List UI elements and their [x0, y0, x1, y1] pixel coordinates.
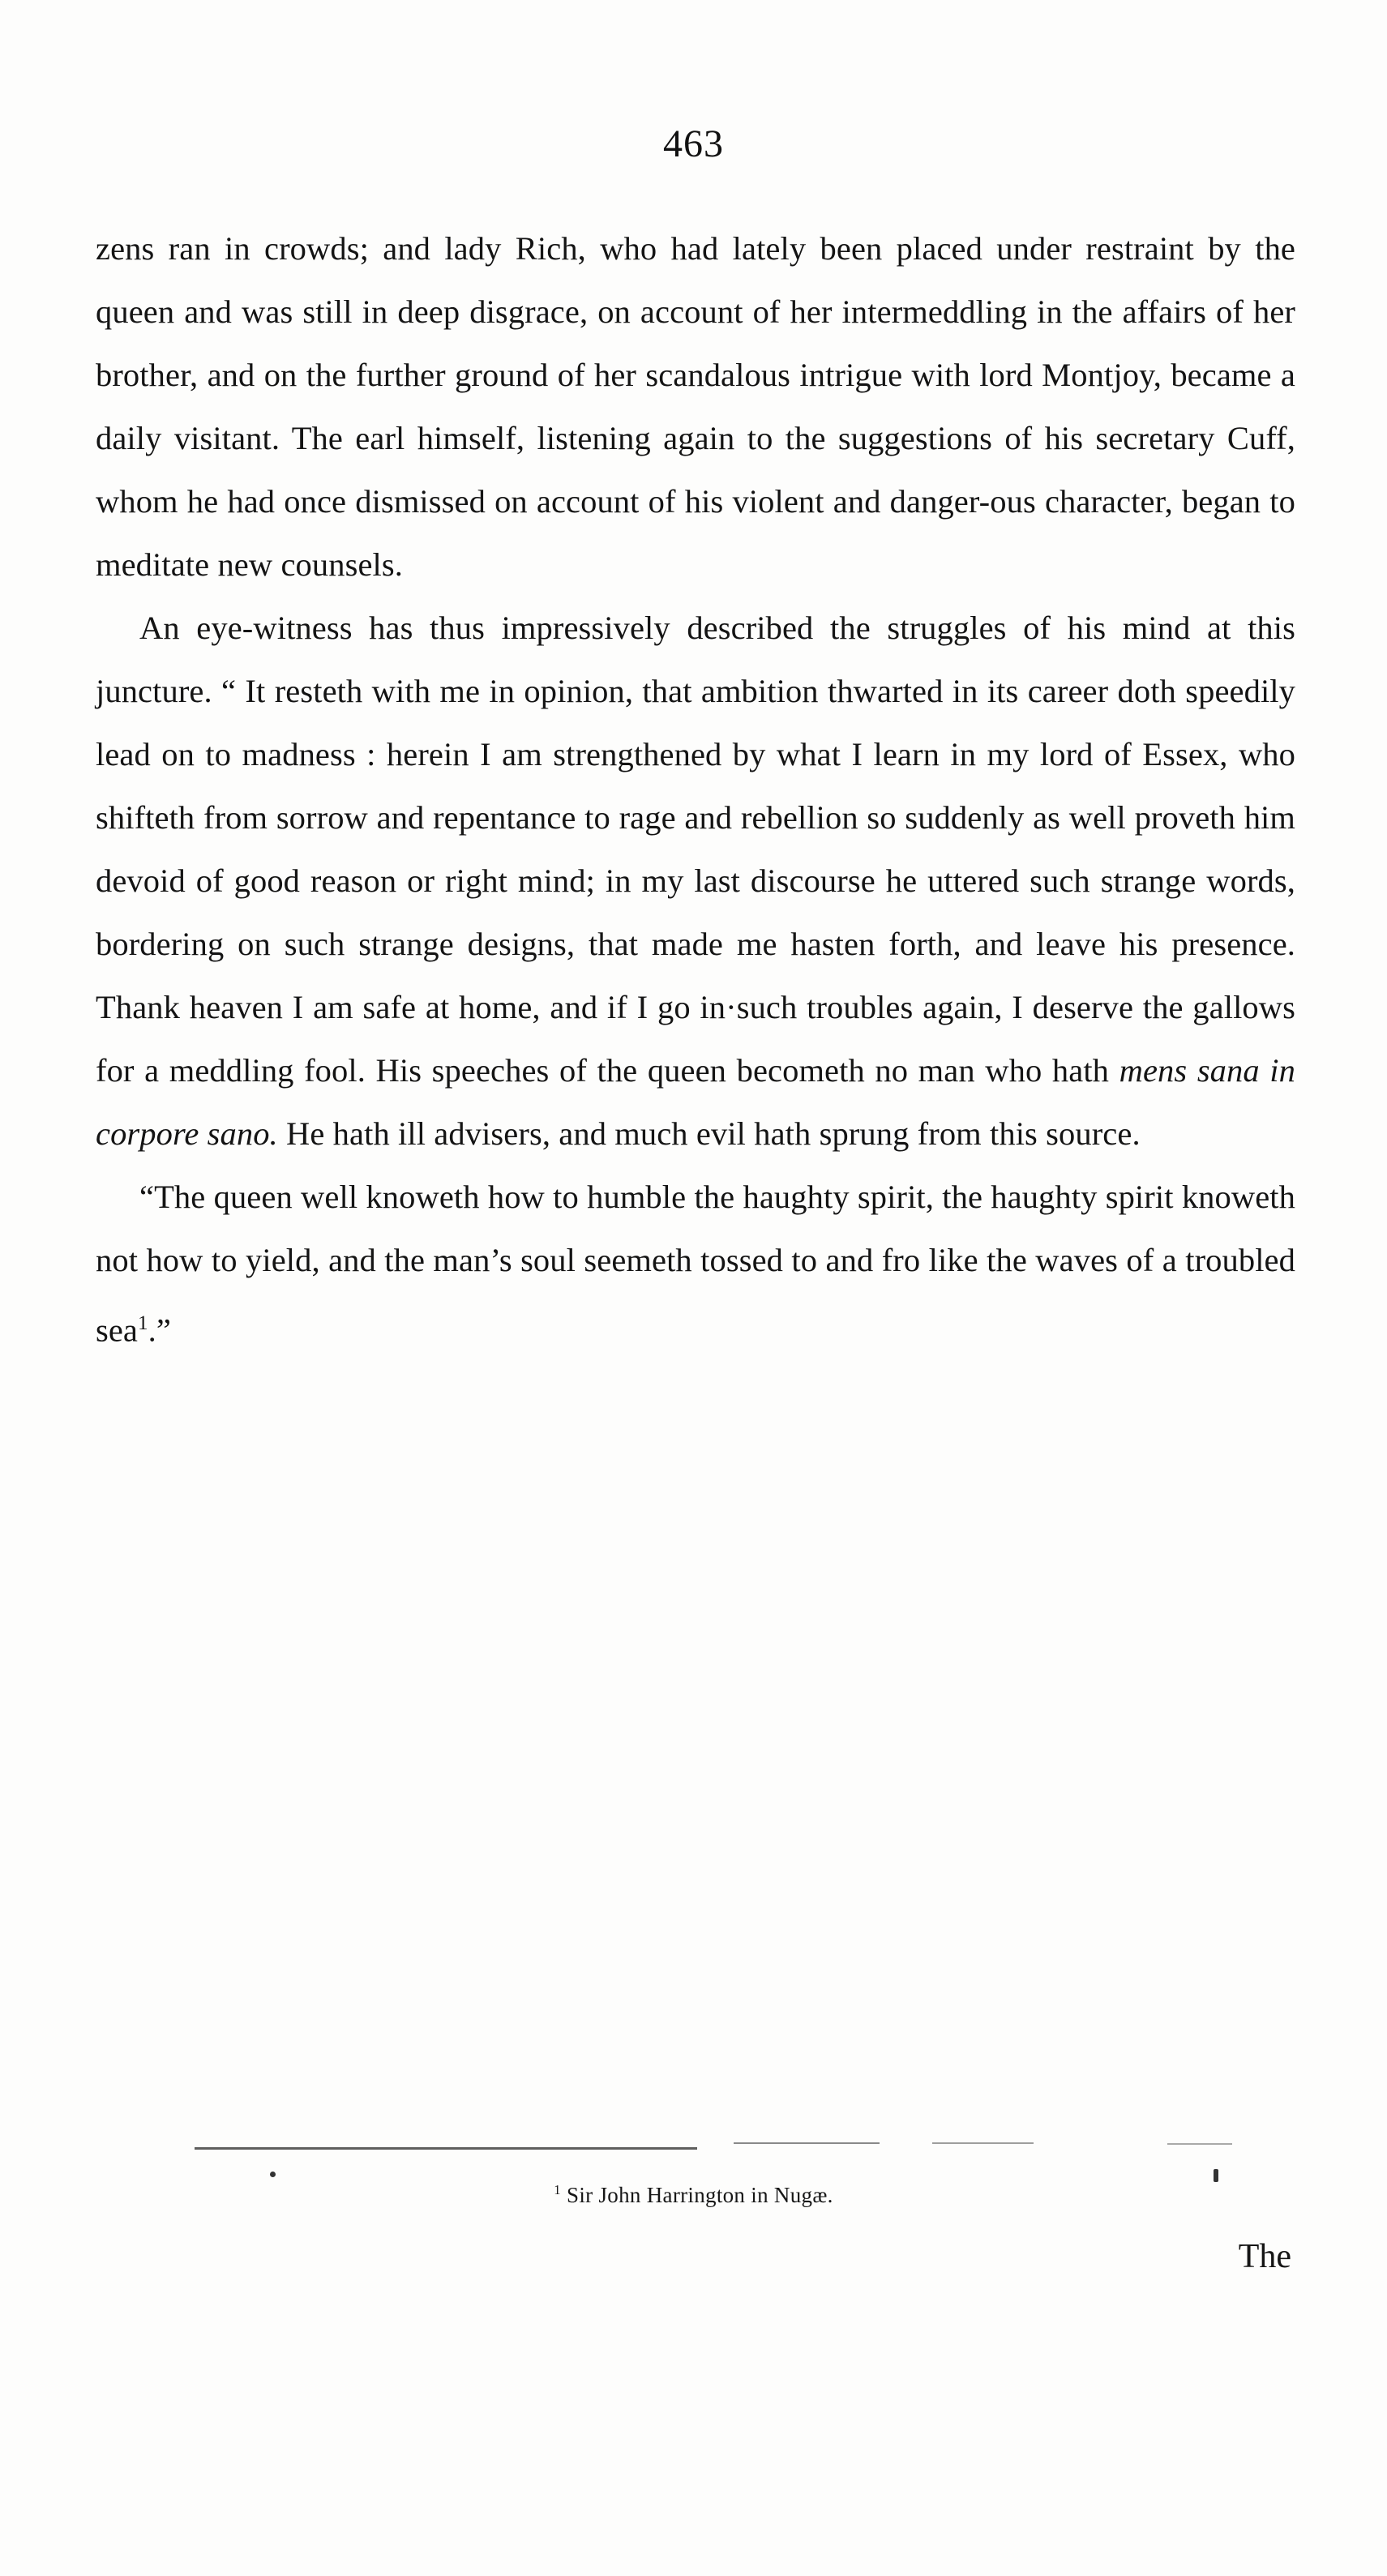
paragraph-queen-text: “The queen well knoweth how to humble the haughty spirit, the haughty spirit knoweth not how to yield, and the man’s soul seemeth tossed to and fro like the waves of a troubled sea	[96, 1179, 1295, 1349]
paragraph-eyewitness	[96, 597, 1295, 1166]
footnote-marker: 1	[554, 2182, 561, 2197]
footnote-separator-rule-segment-2	[734, 2142, 880, 2144]
paragraph-eyewitness-text: An eye-witness has thus impressively described the struggles of his mind at this juncture. “ It resteth with me in opinion, that ambition thwarted in its career doth speedily lead on to madness : herein I am strengthened by what I learn in my lord of Essex, who shifteth from sorrow and repentance to rage and rebellion so suddenly as well proveth him devoid of good reason or right mind; in my last discourse he uttered such strange words, bordering on such strange designs, that made me hasten forth, and leave his presence. Thank heaven I am safe at home, and if I go in·such troubles again, I deserve the gallows for a meddling fool. His speeches of the queen becometh no man who hath	[96, 610, 1295, 1089]
footnote-reference-marker[interactable]: 1	[138, 1312, 148, 1334]
footnote-separator-rule-segment-3	[932, 2142, 1034, 2144]
page-text-body	[96, 217, 1295, 1363]
paragraph-eyewitness-text-after: He hath ill advisers, and much evil hath sprung from this source.	[277, 1115, 1141, 1152]
latin-phrase: mens sana in corpore sano.	[96, 1052, 1296, 1152]
footnote	[0, 2182, 1387, 2208]
paragraph-citizens-text: zens ran in crowds; and lady Rich, who had lately been placed under restraint by the queen and was still in deep disgrace, on account of her intermeddling in the affairs of her brother, and on the further ground of her scandalous intrigue with lord Montjoy, became a daily visitant. The earl himself, listening again to the suggestions of his secretary Cuff, whom he had once dismissed on account of his violent and danger-ous character, began to meditate new counsels.	[96, 230, 1295, 583]
page-speck-2	[1214, 2169, 1218, 2182]
page-number: 463	[663, 122, 724, 165]
footnote-text: Sir John Harrington in Nugæ.	[567, 2183, 833, 2207]
footnote-separator-rule	[195, 2147, 697, 2150]
paragraph-citizens	[96, 217, 1295, 597]
footnote-separator-rule-segment-4	[1167, 2143, 1232, 2145]
catchword: The	[1238, 2238, 1291, 2275]
page-speck-1	[270, 2172, 276, 2177]
paragraph-queen-text-after: .”	[148, 1312, 171, 1349]
paragraph-queen	[96, 1166, 1295, 1363]
